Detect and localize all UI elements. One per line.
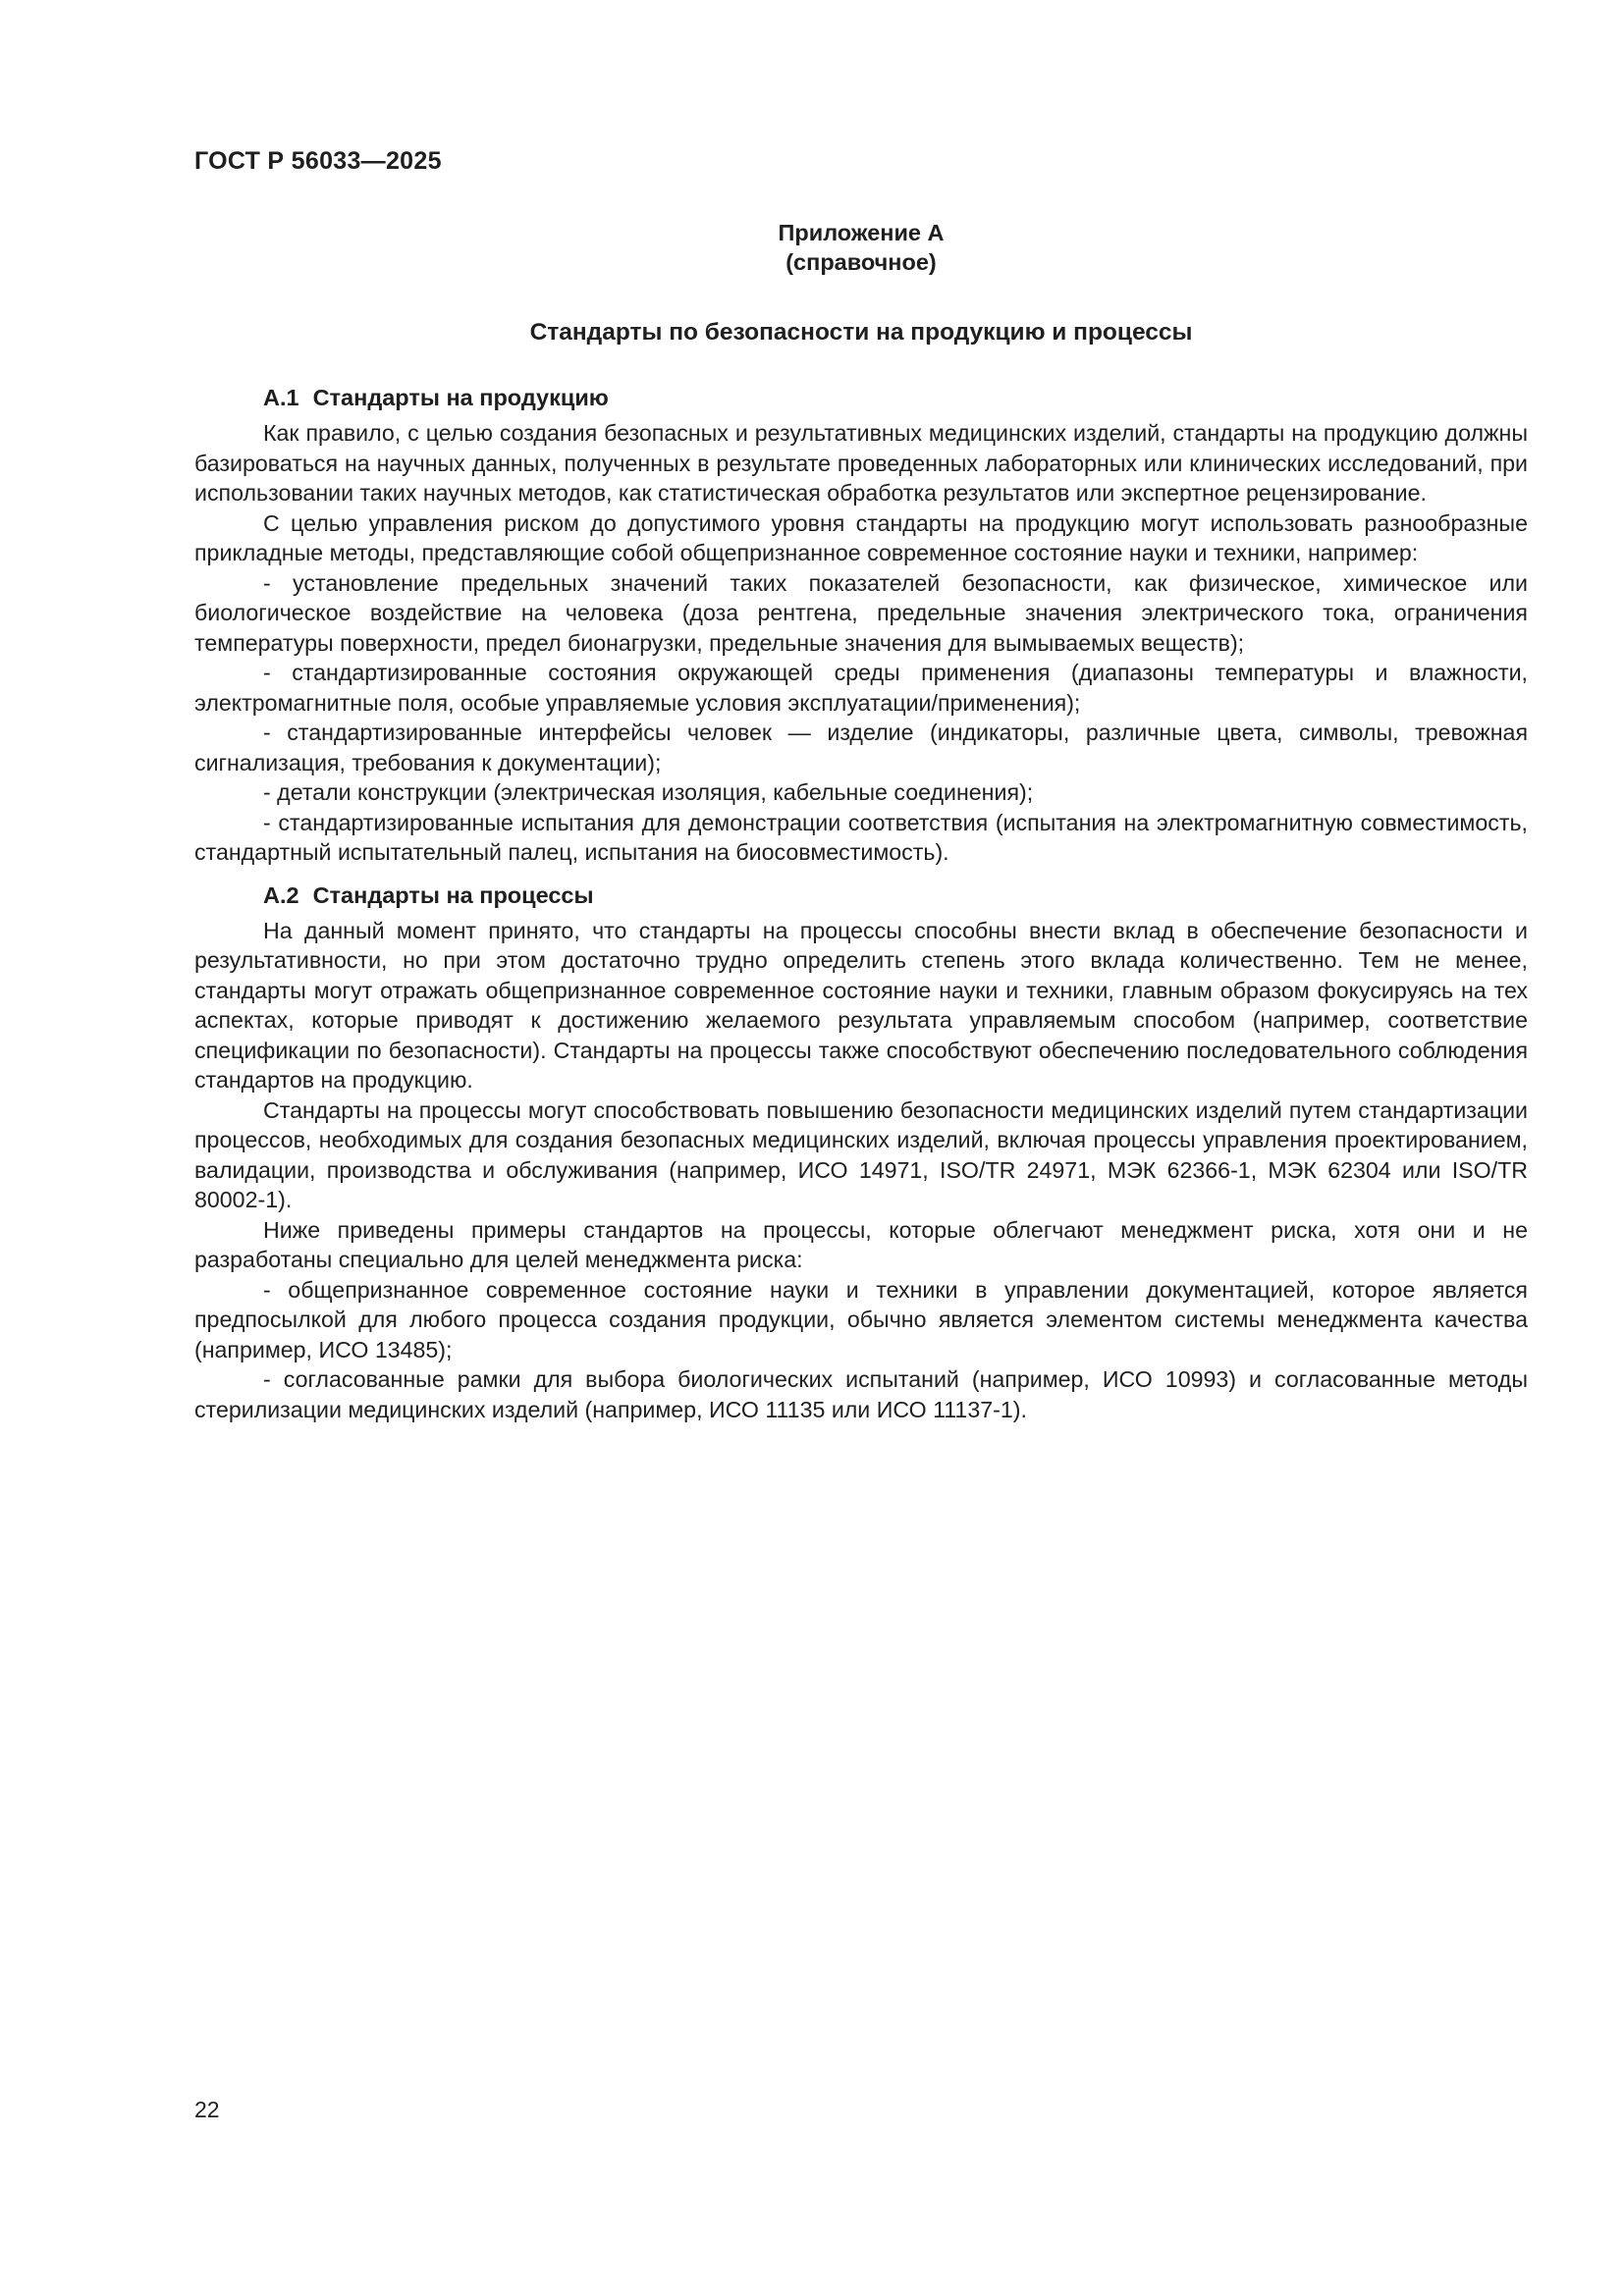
paragraph: На данный момент принято, что стандарты на процессы способны внести вклад в обеспечение безопасности и результативности, но при этом достаточно трудно определить степень этого вклада количественно. Тем не менее, стандарты могут отражать общепризнанное современное состояние науки и техники, главным образом фокусируясь на тех аспектах, которые приводят к достижению желаемого результата управляемым способом (например, соответствие спецификации по безопасности). Стандарты на процессы также способствуют обеспечению последовательного соблюдения стандартов на продукцию. xyxy=(194,917,1528,1093)
list-item: - установление предельных значений таких показателей безопасности, как физическое, химическое или биологическое воздействие на человека (доза рентгена, предельные значения электрического тока, ограничения температуры поверхности, предел бионагрузки, предельные значения для вымываемых веществ); xyxy=(194,569,1528,656)
paragraph: Стандарты на процессы могут способствовать повышению безопасности медицинских изделий путем стандартизации процессов, необходимых для создания безопасных медицинских изделий, включая процессы управления проектированием, валидации, производства и обслуживания (например, ИСО 14971, ISO/TR 24971, МЭК 62366-1, МЭК 62304 или ISO/TR 80002-1). xyxy=(194,1096,1528,1212)
section-title: Стандарты на процессы xyxy=(312,881,594,908)
paragraph: Как правило, с целью создания безопасных и результативных медицинских изделий, стандарты на продукцию должны базироваться на научных данных, полученных в результате проведенных лабораторных или клинических исследований, при использовании таких научных методов, как статистическая обработка результатов или экспертное рецензирование. xyxy=(194,420,1528,506)
list-item: - стандартизированные состояния окружающей среды применения (диапазоны температуры и влажности, электромагнитные поля, особые управляемые условия эксплуатации/применения); xyxy=(194,660,1528,716)
page-number: 22 xyxy=(194,2097,220,2122)
list-item: - детали конструкции (электрическая изоляция, кабельные соединения); xyxy=(263,779,1034,805)
list-item: - стандартизированные испытания для демонстрации соответствия (испытания на электромагнитную совместимость, стандартный испытательный палец, испытания на биосовместимость). xyxy=(194,809,1528,865)
list-item: - стандартизированные интерфейсы человек — изделие (индикаторы, различные цвета, символы, тревожная сигнализация, требования к документации); xyxy=(194,720,1528,775)
annex-heading xyxy=(194,218,1528,277)
annex-content xyxy=(194,218,1528,1424)
annex-status: (справочное) xyxy=(785,249,937,275)
section-heading xyxy=(194,383,1528,412)
annex-title: Стандарты по безопасности на продукцию и процессы xyxy=(529,319,1193,346)
standard-code-header: ГОСТ Р 56033—2025 xyxy=(194,147,442,175)
section-product-standards xyxy=(194,383,1528,868)
list-item: - согласованные рамки для выбора биологических испытаний (например, ИСО 10993) и согласованные методы стерилизации медицинских изделий (например, ИСО 11135 или ИСО 11137-1). xyxy=(194,1366,1528,1422)
annex-label: Приложение А xyxy=(778,220,945,245)
section-heading xyxy=(194,881,1528,910)
section-number: А.1 xyxy=(263,385,299,410)
section-number: А.2 xyxy=(263,881,299,908)
section-title: Стандарты на продукцию xyxy=(312,385,609,410)
paragraph: С целью управления риском до допустимого уровня стандарты на продукцию могут использовать разнообразные прикладные методы, представляющие собой общепризнанное современное состояние науки и техники, например: xyxy=(194,509,1528,565)
list-item: - общепризнанное современное состояние науки и техники в управлении документацией, которое является предпосылкой для любого процесса создания продукции, обычно является элементом системы менеджмента качества (например, ИСО 13485); xyxy=(194,1276,1528,1362)
paragraph: Ниже приведены примеры стандартов на процессы, которые облегчают менеджмент риска, хотя они и не разработаны специально для целей менеджмента риска: xyxy=(194,1216,1528,1272)
section-process-standards xyxy=(194,881,1528,1425)
